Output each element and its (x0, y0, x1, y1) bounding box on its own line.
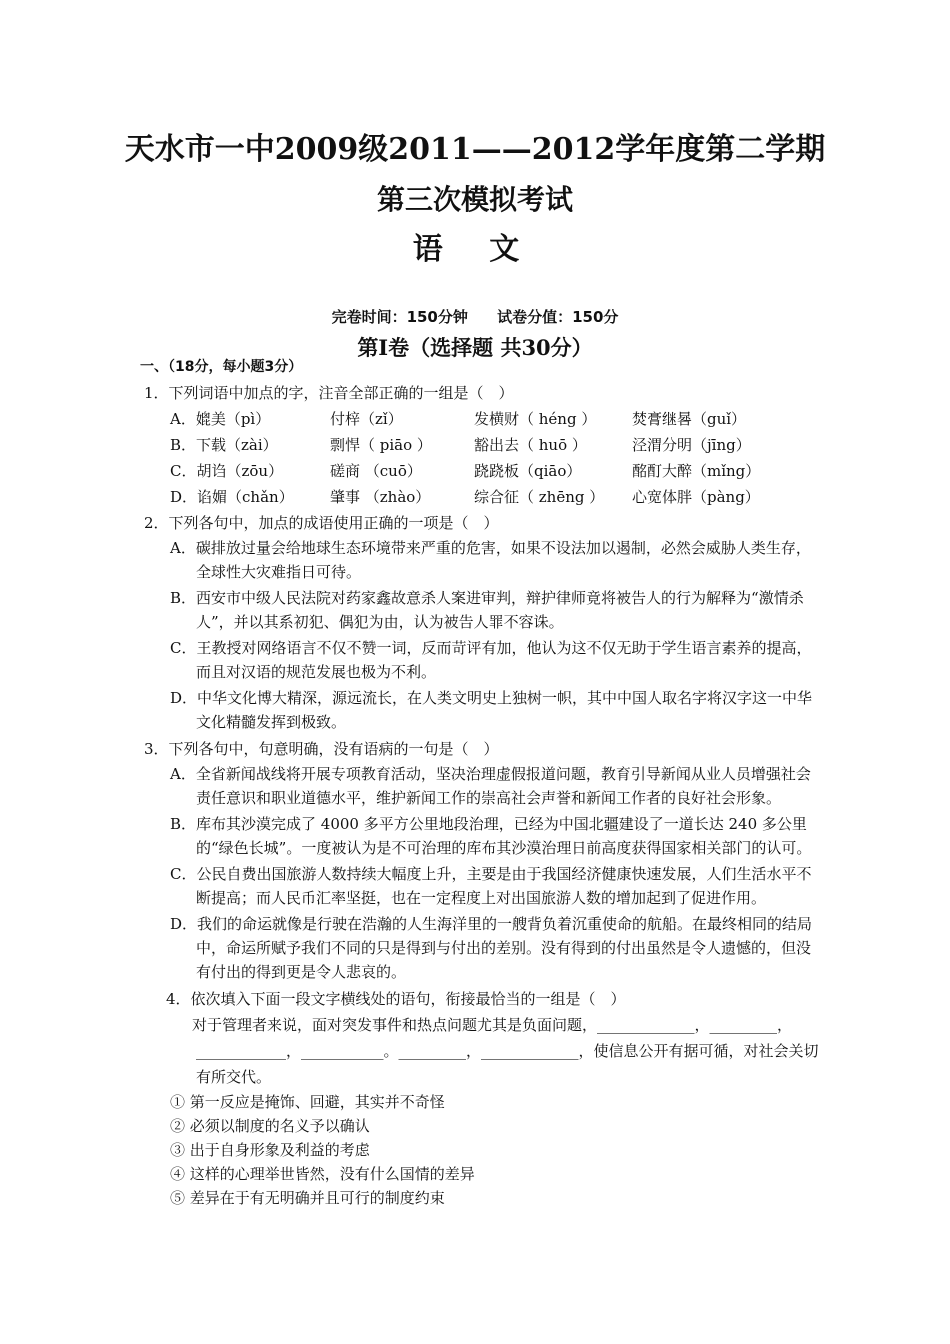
q4-stem: 4．依次填入下面一段文字横线处的语句，衔接最恰当的一组是（ ） (166, 990, 626, 1008)
q4-passage: 对于管理者来说，面对突发事件和热点问题尤其是负面问题，_____________，_________，____________，___________。_________，_____________，使信息公开有据可循，对社会关切有所交代。 (192, 1016, 819, 1086)
q3-option-b: B．库布其沙漠完成了 4000 多平方公里地段治理，已经为中国北疆建设了一道长达 240 多公里的“绿色长城”。一度被认为是不可治理的库布其沙漠治理日前高度获得国家相关部门的认可。 (170, 815, 812, 857)
exam-time: 完卷时间：150分钟 (331, 308, 468, 326)
q1-stem: 1．下列词语中加点的字，注音全部正确的一组是（ ） (144, 384, 514, 402)
q1-option-row-c (170, 458, 820, 484)
exam-title-line1: 天水市一中2009级2011——2012学年度第二学期 (124, 132, 826, 167)
q1-a-4: 焚膏继晷（guǐ） (632, 410, 747, 428)
q2-option-a: A．碳排放过量会给地球生态环境带来严重的危害，如果不设法加以遏制，必然会威胁人类生存，全球性大灾难指日可待。 (170, 539, 811, 581)
q1-c-3: 跷跷板（qiāo） (474, 462, 582, 480)
q4-item-4: ④ 这样的心理举世皆然，没有什么国情的差异 (170, 1165, 475, 1183)
q2-option-d: D．中华文化博大精深，源远流长，在人类文明史上独树一帜，其中中国人取名字将汉字这一中华文化精髓发挥到极致。 (170, 689, 813, 731)
section-heading: 第Ⅰ卷（选择题 共30分） (357, 335, 593, 360)
q2-stem: 2．下列各句中，加点的成语使用正确的一项是（ ） (144, 514, 499, 532)
q1-c-1: C．胡诌（zōu） (170, 462, 284, 480)
q2-option-c: C．王教授对网络语言不仅不赞一词，反而苛评有加，他认为这不仅无助于学生语言素养的提高，而且对汉语的规范发展也极为不利。 (170, 639, 812, 681)
q3-option-d: D．我们的命运就像是行驶在浩瀚的人生海洋里的一艘背负着沉重使命的航船。在最终相同的结局中，命运所赋予我们不同的只是得到与付出的差别。没有得到的付出虽然是令人遗憾的，但没有付出的得到更是令人悲哀的。 (170, 915, 813, 981)
q1-a-3: 发横财（ héng ） (474, 410, 597, 428)
q1-b-1: B．下载（zài） (170, 436, 278, 454)
subject-title: 语 文 (412, 232, 538, 267)
q1-option-row-d (170, 484, 820, 510)
q1-d-1: D．谄媚（chǎn） (170, 488, 294, 506)
exam-title-line2: 第三次模拟考试 (376, 183, 573, 216)
q1-b-3: 豁出去（ huō ） (474, 436, 587, 454)
q1-d-4: 心宽体胖（pàng） (632, 488, 760, 506)
part-heading: 一、（18分，每小题3分） (140, 359, 303, 375)
q3-option-c: C．公民自费出国旅游人数持续大幅度上升，主要是由于我国经济健康快速发展，人们生活水平不断提高；而人民币汇率坚挺，也在一定程度上对出国旅游人数的增加起到了促进作用。 (170, 865, 812, 907)
q4-item-3: ③ 出于自身形象及利益的考虑 (170, 1141, 370, 1159)
q1-a-2: 付梓（zǐ） (330, 410, 403, 428)
q1-option-row-a (170, 406, 820, 432)
q1-a-1: A．媲美（pì） (170, 410, 271, 428)
exam-meta (0, 306, 950, 327)
q1-b-2: 剽悍（ piāo ） (330, 436, 432, 454)
q1-b-4: 泾渭分明（jīng） (632, 436, 751, 454)
q1-option-row-b (170, 432, 820, 458)
q3-stem: 3．下列各句中，句意明确，没有语病的一句是（ ） (144, 740, 499, 758)
q1-d-3: 综合征（ zhēng ） (474, 488, 605, 506)
q4-item-5: ⑤ 差异在于有无明确并且可行的制度约束 (170, 1189, 445, 1207)
q1-c-2: 磋商 （cuō） (330, 462, 422, 480)
q4-item-1: ① 第一反应是掩饰、回避，其实并不奇怪 (170, 1093, 445, 1111)
q1-c-4: 酩酊大醉（mǐng） (632, 462, 761, 480)
q3-option-a: A．全省新闻战线将开展专项教育活动，坚决治理虚假报道问题，教育引导新闻从业人员增强社会责任意识和职业道德水平，维护新闻工作的崇高社会声誉和新闻工作者的良好社会形象。 (170, 765, 811, 807)
q2-option-b: B．西安市中级人民法院对药家鑫故意杀人案进审判，辩护律师竟将被告人的行为解释为“激情杀人”，并以其系初犯、偶犯为由，认为被告人罪不容诛。 (170, 589, 804, 631)
q1-d-2: 肇事 （zhào） (330, 488, 431, 506)
exam-score: 试卷分值：150分 (497, 308, 619, 326)
q4-item-2: ② 必须以制度的名义予以确认 (170, 1117, 370, 1135)
questions-body (140, 354, 820, 1210)
